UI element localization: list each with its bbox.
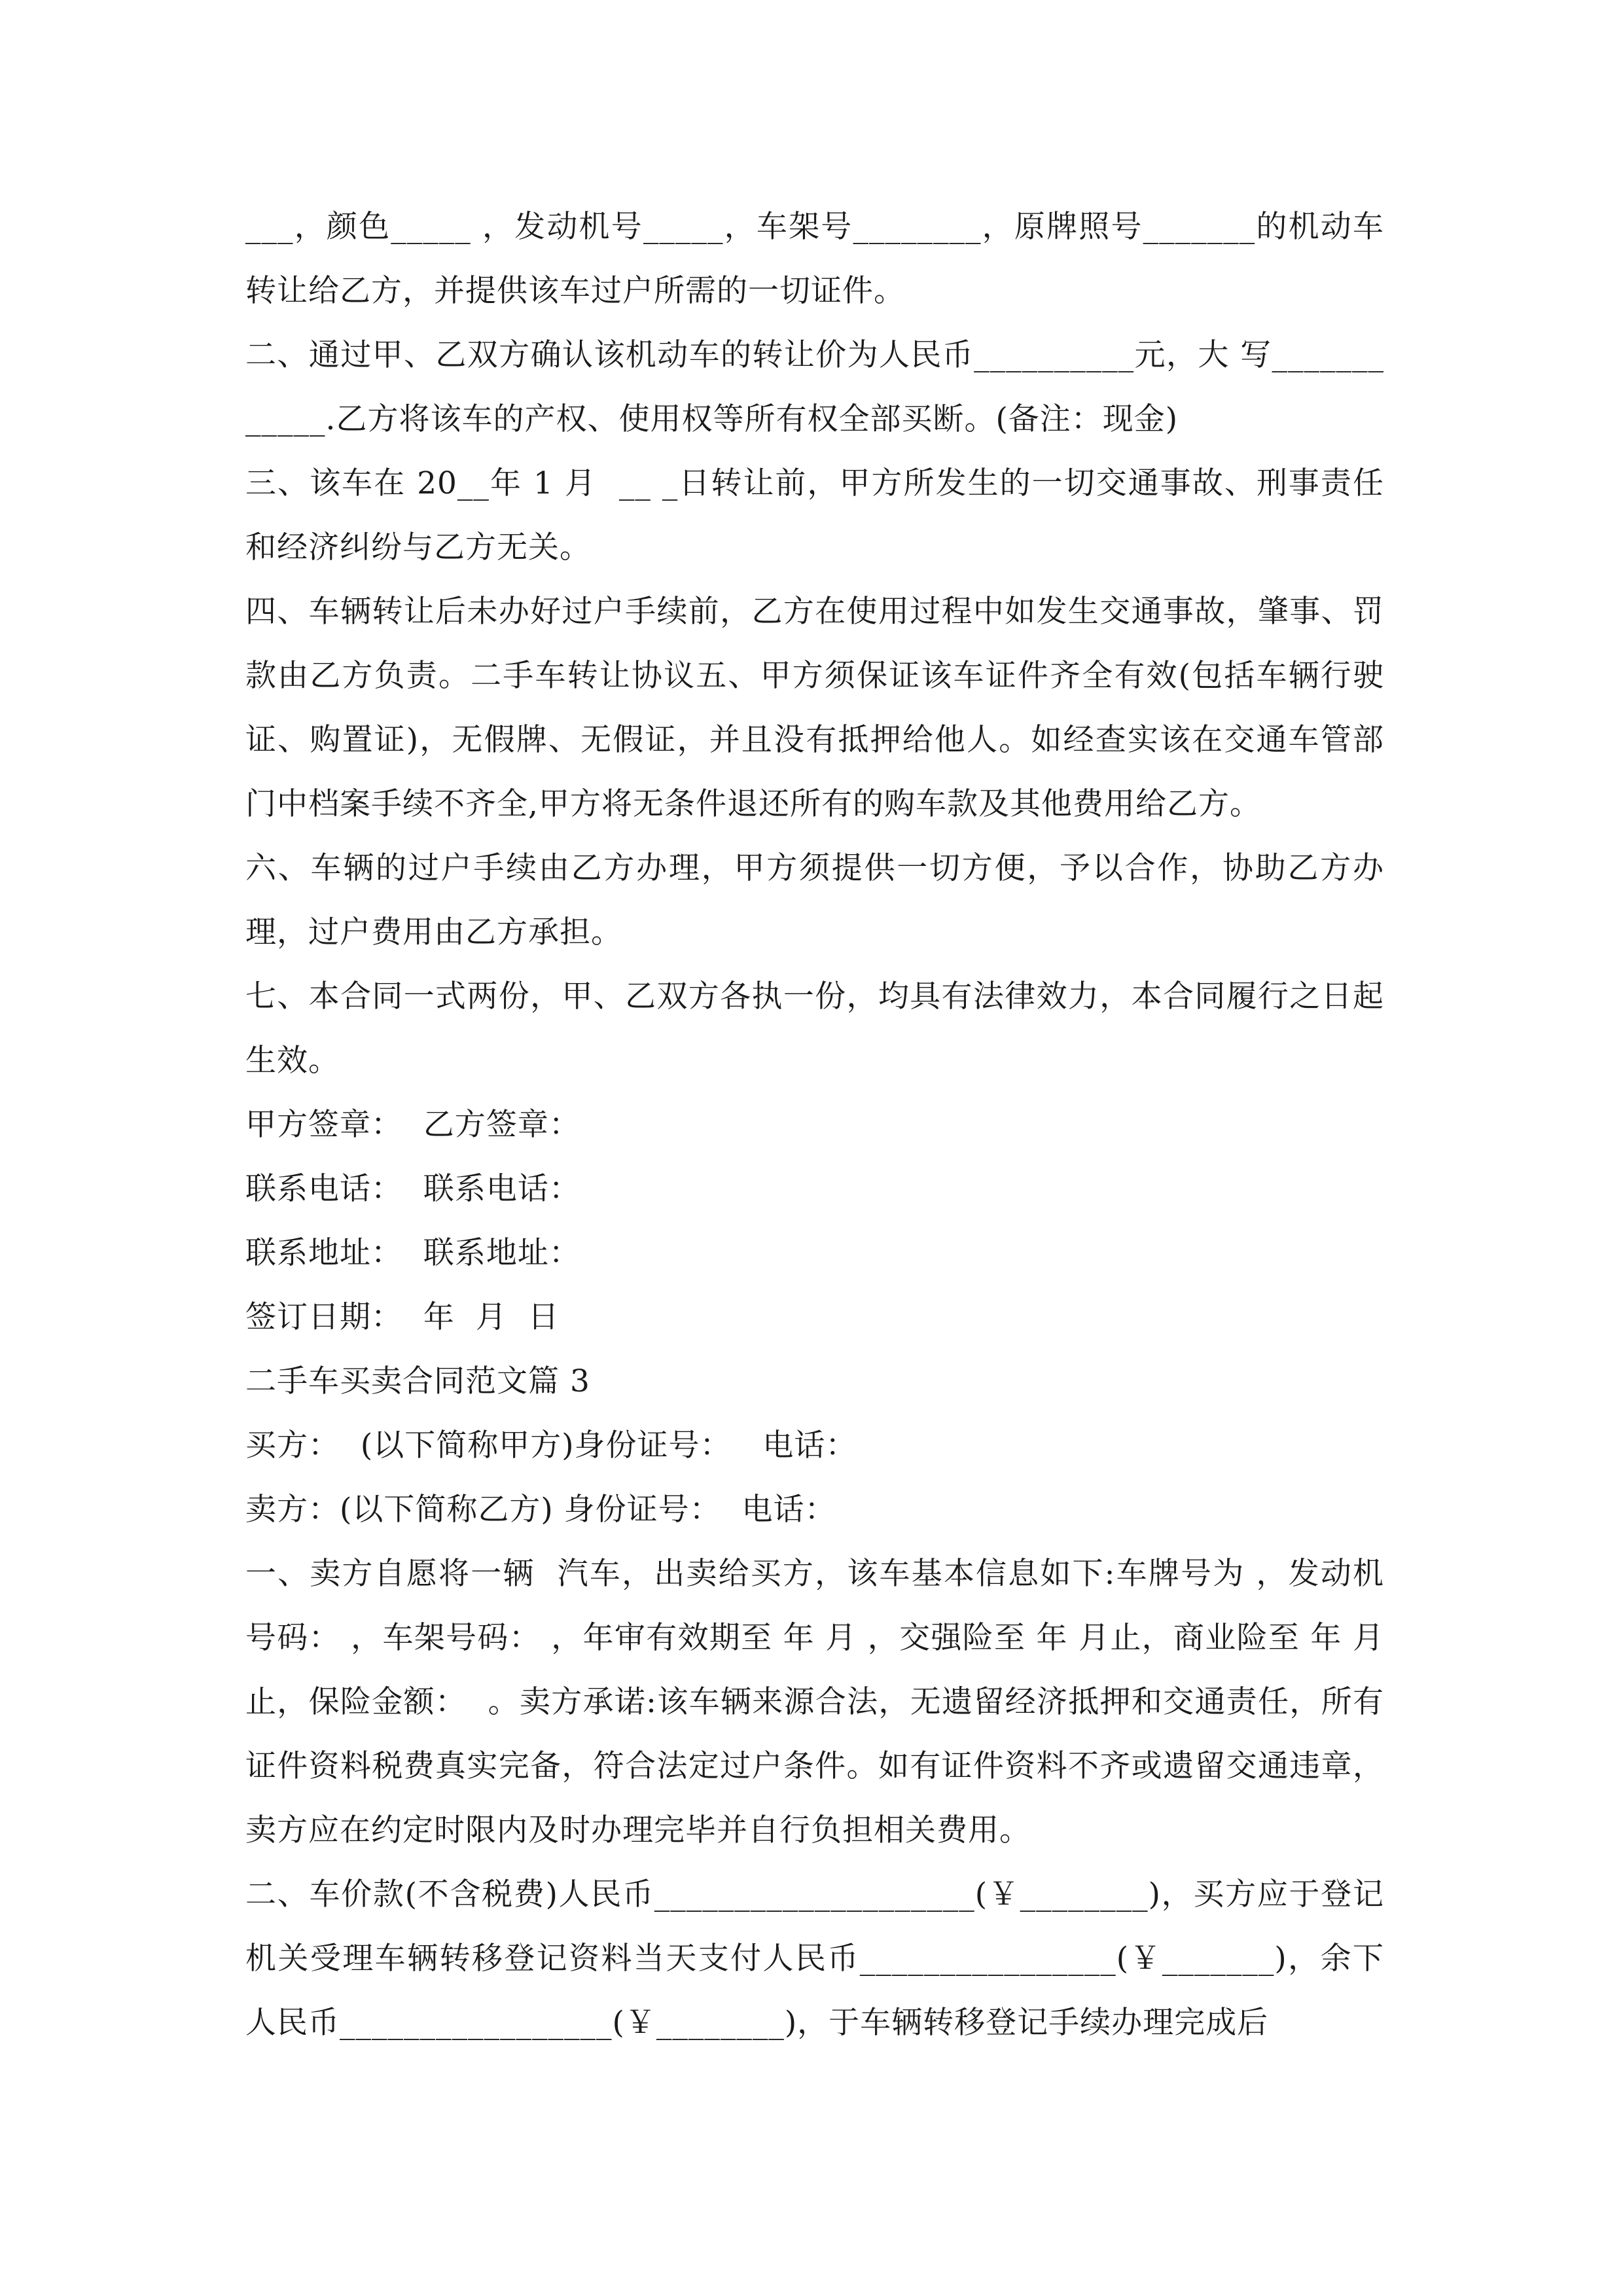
clause-6-transfer-procedure: 六、车辆的过户手续由乙方办理，甲方须提供一切方便，予以合作，协助乙方办理，过户费用由乙方承担。 <box>245 850 1384 950</box>
section-heading: 二手车买卖合同范文篇 3 <box>245 1363 590 1399</box>
address-line: 联系地址： 联系地址： <box>245 1235 580 1271</box>
buyer-line: 买方： (以下简称甲方)身份证号： 电话： <box>245 1427 857 1463</box>
clause-2-price: 二、通过甲、乙双方确认该机动车的转让价为人民币__________元，大 写____________.乙方将该车的产权、使用权等所有权全部买断。(备注：现金) <box>245 337 1384 437</box>
clause-1-vehicle-info: 一、卖方自愿将一辆 汽车，出卖给买方，该车基本信息如下:车牌号为 ，发动机号码： ，车架号码： ，年审有效期至 年 月 ，交强险至 年 月止，商业险至 年 月止，保险金额： 。卖方承诺:该车辆来源合法，无遗留经济抵押和交通责任，所有证件资料税费真实完备，符合法定过户条件。如有证件资料不齐或遗留交通违章，卖方应在约定时限内及时办理完毕并自行负担相关费用。 <box>245 1556 1384 1848</box>
clause-2-payment: 二、车价款(不含税费)人民币____________________(￥________)，买方应于登记机关受理车辆转移登记资料当天支付人民币________________(￥_______)，余下人民币_________________(￥________)，于车辆转移登记手续办理完成后 <box>245 1876 1384 2041</box>
clause-3-liability: 三、该车在 20__年 1 月 __ _日转让前，甲方所发生的一切交通事故、刑事责任和经济纠纷与乙方无关。 <box>245 465 1384 565</box>
seller-line: 卖方：(以下简称乙方) 身份证号： 电话： <box>245 1492 836 1528</box>
clause-4-5-accident-documents: 四、车辆转让后未办好过户手续前，乙方在使用过程中如发生交通事故，肇事、罚款由乙方负责。二手车转让协议五、甲方须保证该车证件齐全有效(包括车辆行驶证、购置证)，无假牌、无假证，并且没有抵押给他人。如经查实该在交通车管部门中档案手续不齐全,甲方将无条件退还所有的购车款及其他费用给乙方。 <box>245 594 1384 822</box>
signature-line: 甲方签章： 乙方签章： <box>245 1107 580 1143</box>
clause-vehicle-transfer: ___，颜色_____ ，发动机号_____，车架号________，原牌照号_______的机动车转让给乙方，并提供该车过户所需的一切证件。 <box>245 209 1384 309</box>
phone-line: 联系电话： 联系电话： <box>245 1171 580 1207</box>
contract-body <box>245 195 1384 2055</box>
date-line: 签订日期： 年 月 日 <box>245 1299 560 1335</box>
clause-7-copies: 七、本合同一式两份，甲、乙双方各执一份，均具有法律效力，本合同履行之日起生效。 <box>245 978 1384 1079</box>
